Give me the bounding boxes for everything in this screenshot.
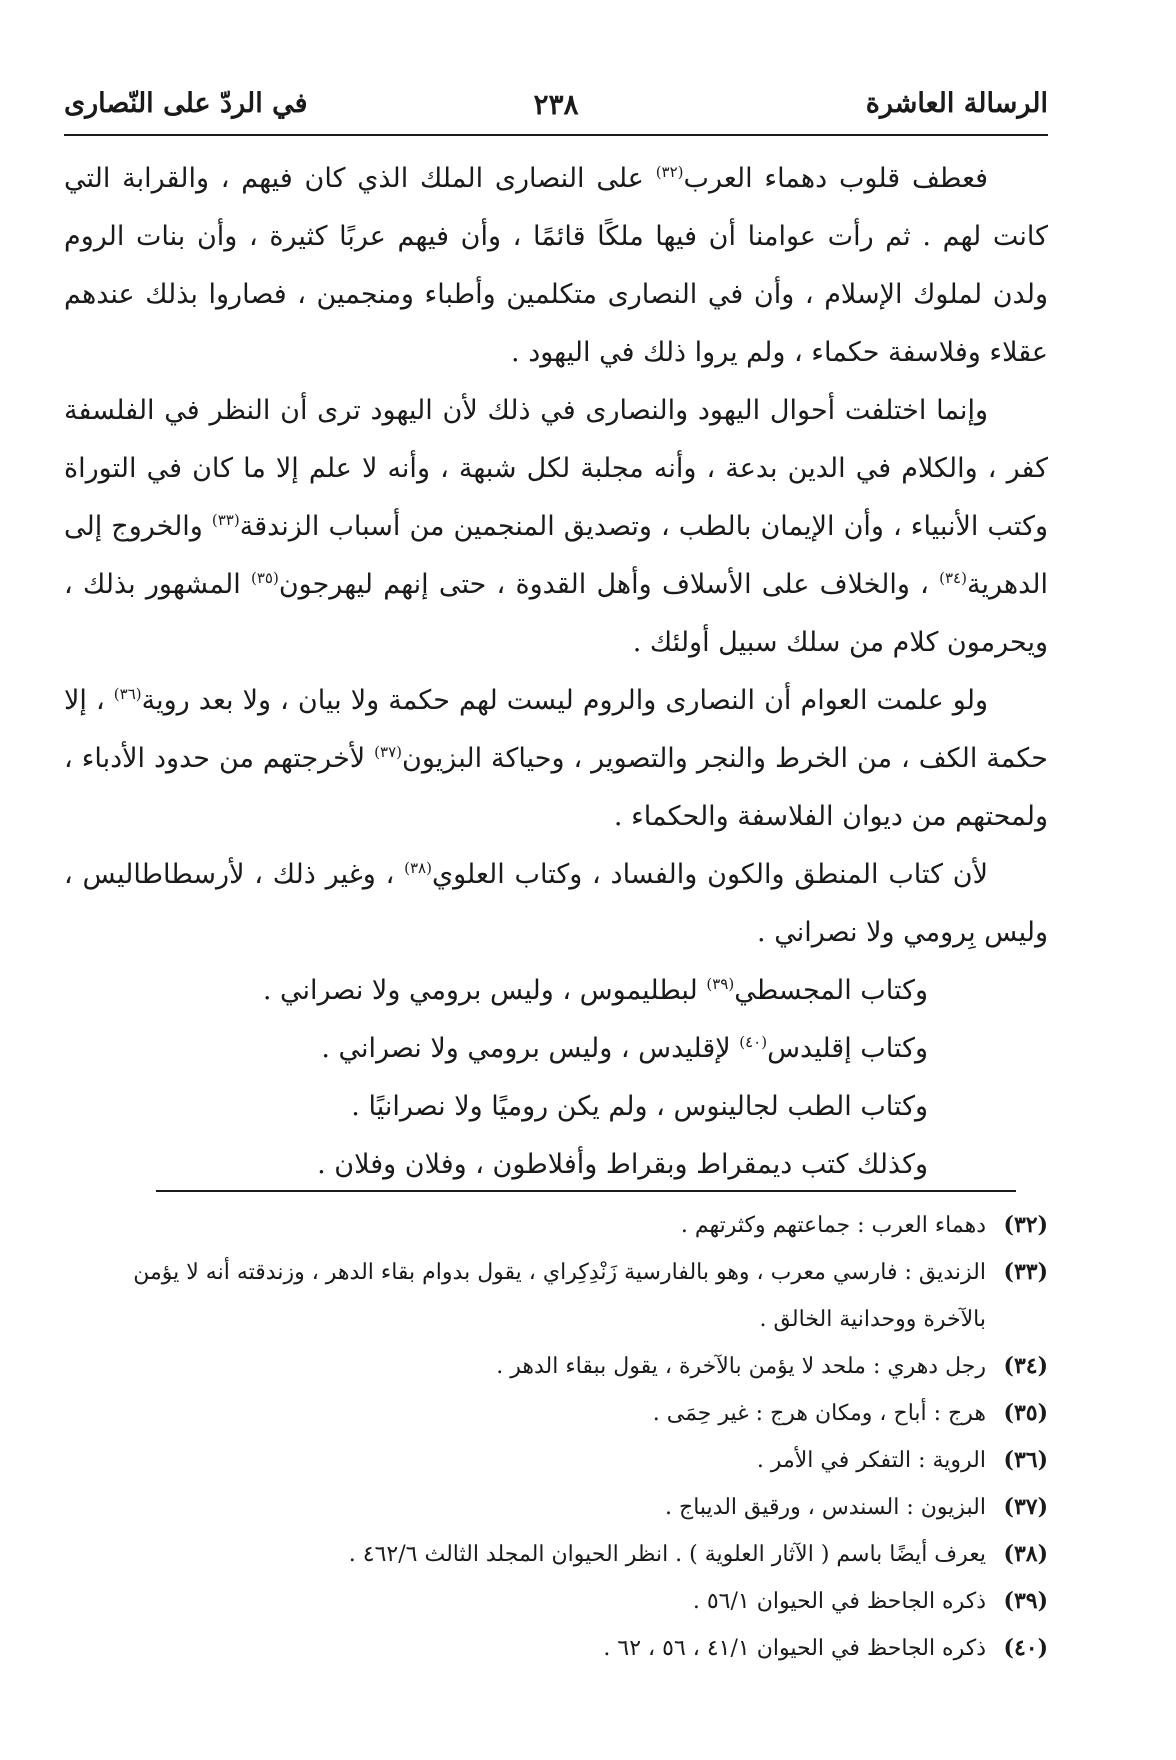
footnote-text: الزنديق : فارسي معرب ، وهو بالفارسية زَنْدِكِراي ، يقول بدوام بقاء الدهر ، وزندقته أنه لا يؤمن بالآخرة ووحدانية الخالق .: [133, 1260, 986, 1332]
footnote-32: [64, 1202, 1048, 1249]
footnote-number: (٣٦): [1003, 1447, 1048, 1473]
footnote-36: [64, 1437, 1048, 1484]
footnote-number: (٣٤): [1003, 1353, 1048, 1379]
running-header: [64, 84, 1048, 136]
paragraph-2: وإنما اختلفت أحوال اليهود والنصارى في ذلك لأن اليهود ترى أن النظر في الفلسفة كفر ، والكلام في الدين بدعة ، وأنه مجلبة لكل شبهة ، وأنه لا علم إلا ما كان في التوراة وكتب الأنبياء ، وأن الإيمان بالطب ، وتصديق المنجمين من أسباب الزندقة$^{(٣٣)}$ والخروج إلى الدهرية$^{(٣٤)}$ ، والخلاف على الأسلاف وأهل القدوة ، حتى إنهم ليهرجون$^{(٣٥)}$ المشهور بذلك ، ويحرمون كلام من سلك سبيل أولئك .: [64, 395, 1048, 658]
footnote-34: [64, 1343, 1048, 1390]
footnote-ref-40[interactable]: (٤٠): [739, 1033, 768, 1051]
footnote-ref-33[interactable]: (٣٣): [211, 511, 240, 529]
footnote-number: (٣٨): [1003, 1541, 1048, 1567]
list-line-1: وكتاب المجسطي$^{(٣٩)}$ لبطليموس ، وليس برومي ولا نصراني .: [262, 975, 928, 1006]
footnote-ref-35[interactable]: (٣٥): [250, 569, 279, 587]
footnote-text: ذكره الجاحظ في الحيوان ٥٦/١ .: [692, 1589, 986, 1614]
header-book-title: في الردّ على النّصارى: [64, 88, 308, 119]
footnote-39: [64, 1578, 1048, 1625]
footnote-number: (٣٣): [1003, 1259, 1048, 1285]
page-number: ٢٣٨: [533, 88, 579, 121]
footnote-number: (٣٢): [1003, 1212, 1048, 1238]
main-text: [64, 150, 1048, 1194]
footnote-number: (٣٧): [1003, 1494, 1048, 1520]
footnote-38: [64, 1531, 1048, 1578]
footnote-40: [64, 1625, 1048, 1672]
footnote-text: رجل دهري : ملحد لا يؤمن بالآخرة ، يقول ببقاء الدهر .: [496, 1354, 986, 1379]
footnote-text: دهماء العرب : جماعتهم وكثرتهم .: [680, 1213, 986, 1238]
footnote-ref-32[interactable]: (٣٢): [655, 163, 684, 181]
footnote-ref-34[interactable]: (٣٤): [939, 569, 967, 587]
footnote-number: (٤٠): [1003, 1635, 1048, 1661]
paragraph-3: ولو علمت العوام أن النصارى والروم ليست لهم حكمة ولا بيان ، ولا بعد روية$^{(٣٦)}$ ، إلا حكمة الكف ، من الخرط والنجر والتصوير ، وحياكة البزيون$^{(٣٧)}$ لأخرجتهم من حدود الأدباء ، ولمحتهم من ديوان الفلاسفة والحكماء .: [64, 685, 1048, 832]
list-line-4: وكذلك كتب ديمقراط وبقراط وأفلاطون ، وفلان وفلان .: [317, 1149, 928, 1180]
footnote-37: [64, 1484, 1048, 1531]
footnote-ref-39[interactable]: (٣٩): [706, 975, 735, 993]
list-line-2: وكتاب إقليدس$^{(٤٠)}$ لإقليدس ، وليس برومي ولا نصراني .: [321, 1033, 928, 1064]
footnote-text: هرج : أباح ، ومكان هرج : غير حِمَى .: [652, 1401, 986, 1426]
footnote-text: البزيون : السندس ، ورقيق الديباج .: [665, 1495, 986, 1520]
list-line-3: وكتاب الطب لجالينوس ، ولم يكن روميًا ولا نصرانيًا .: [351, 1091, 928, 1122]
footnote-number: (٣٩): [1003, 1588, 1048, 1614]
footnote-text: ذكره الجاحظ في الحيوان ٤١/١ ، ٥٦ ، ٦٢ .: [603, 1636, 986, 1661]
footnote-number: (٣٥): [1003, 1400, 1048, 1426]
footnote-divider: [156, 1190, 1016, 1192]
footnote-ref-38[interactable]: (٣٨): [404, 859, 432, 877]
footnote-ref-37[interactable]: (٣٧): [374, 743, 402, 761]
paragraph-1: فعطف قلوب دهماء العرب$^{(٣٢)}$ على النصارى الملك الذي كان فيهم ، والقرابة التي كانت لهم . ثم رأت عوامنا أن فيها ملكًا قائمًا ، وأن فيهم عربًا كثيرة ، وأن بنات الروم ولدن لملوك الإسلام ، وأن في النصارى متكلمين وأطباء ومنجمين ، فصاروا بذلك عندهم عقلاء وفلاسفة حكماء ، ولم يروا ذلك في اليهود .: [64, 163, 1048, 368]
footnotes: [64, 1202, 1048, 1672]
footnote-text: يعرف أيضًا باسم ( الآثار العلوية ) . انظر الحيوان المجلد الثالث ٤٦٢/٦ .: [348, 1542, 986, 1567]
paragraph-4: لأن كتاب المنطق والكون والفساد ، وكتاب العلوي$^{(٣٨)}$ ، وغير ذلك ، لأرسطاطاليس ، وليس بِرومي ولا نصراني .: [64, 859, 1048, 948]
header-epistle-title: الرسالة العاشرة: [865, 88, 1048, 119]
footnote-35: [64, 1390, 1048, 1437]
footnote-text: الروية : التفكر في الأمر .: [756, 1448, 986, 1473]
footnote-ref-36[interactable]: (٣٦): [113, 685, 142, 703]
footnote-33: [64, 1249, 1048, 1343]
